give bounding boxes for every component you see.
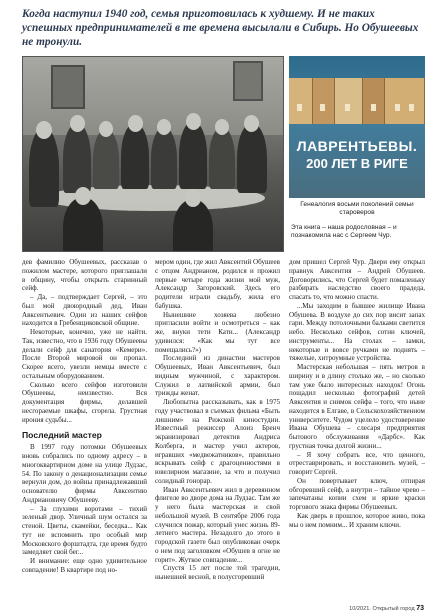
book-cover-house — [363, 78, 385, 124]
photo-face — [157, 119, 171, 135]
paragraph: Любопытна рассказывать, как в 1975 году участвовал в съемках фильма «Быть лишним» на Рижской киностудии. Известный режиссер Алоиз Бренч экранизировал детектив Андриса Колберга, и мастер учил актеров, игравших «медвежатников», правильно вскрывать сейф с драгоценностями в ювелирном магазине, за что и получил солидный гонорар. — [155, 398, 280, 485]
book-cover-window — [345, 104, 350, 111]
photo-person — [63, 197, 103, 252]
photo-face — [244, 115, 259, 132]
family-photo — [22, 56, 284, 252]
photo-person — [179, 121, 207, 189]
text-column-1 — [22, 258, 147, 575]
paragraph: Как дверь в прошлое, которое живо, пока мы о нем помним... И храним ключи. — [289, 511, 425, 529]
book-title-line2: 200 ЛЕТ В РИГЕ — [306, 156, 408, 171]
paragraph: Некоторые, конечно, уже не найти. Так, известно, что в 1936 году Обушеевы делали сейф для санатория «Кемери». После Второй мировой он пропал. Скорее всего, увезли немцы вместе с остальным оборудованием. — [22, 328, 147, 380]
book-cover-window — [371, 104, 376, 111]
book-cover-house — [385, 78, 425, 124]
paragraph: Последний из династии мастеров Обушеевых, Иван Авксентьевич, был видным мужчиной, с характером. Служил в латвийской армии, был трижды женат. — [155, 354, 280, 398]
photo-face — [70, 115, 85, 132]
book-cover-window — [395, 104, 400, 111]
book-cover-house — [335, 78, 363, 124]
photo-face — [215, 119, 229, 135]
lead-paragraph: Когда наступил 1940 год, семья приготовилась к худшему. И не таких успешных предпринимателей в те времена высылали в Сибирь. Но Обушеевых не тронули. — [22, 8, 419, 49]
paragraph: Он повертывает ключ, отпирая обгоревший сейф, а внутри – тайное чрево – запечатаны копии схем и яркие краски торгового знака фирмы Обушеевых. — [289, 476, 425, 511]
book-cover-house — [313, 78, 335, 124]
paragraph: Нынешние хозяева любезно пригласили войти и осмотреться – как же, внуки тети Кати... (Александр удивился: «Как мы тут все помещались?») — [155, 310, 280, 354]
paragraph: мером один, где жил Авксентий Обушеев с отцом Андрианом, родился и прожил первые четыре года жизни мой муж, Александр Загоровский. Здесь его родители играли свадьбу, жила его бабушка. — [155, 258, 280, 310]
paragraph: – Да, – подтверждает Сергей, – это был мой двоюродный дед, Иван Авксентьевич. Один из наших сейфов находится в Гребенщиковской общине. — [22, 293, 147, 328]
photo-person — [63, 123, 91, 193]
text-column-2 — [155, 258, 280, 582]
book-cover — [289, 56, 425, 198]
photo-person — [121, 123, 149, 189]
text-column-3 — [289, 258, 425, 529]
issue-label: 10/2021. Открытый город — [349, 606, 415, 612]
paragraph: – За глухими воротами – тихий зеленый двор. Уличный шум остался за стеной. Цветы, скамейки, беседка... Как тут не вспомнить про особый мир Московского форштадта, где время будто замедляет свой бег... — [22, 504, 147, 557]
paragraph: дев фамилию Обушеевых, рассказав о пожилом мастере, которого приглашали в общину, чтобы открыть старинный сейф. — [22, 258, 147, 293]
photo-face — [75, 187, 91, 205]
book-cover-house — [289, 78, 313, 124]
photo-face — [36, 121, 52, 139]
photo-face — [186, 113, 201, 130]
photo-person — [209, 127, 235, 189]
photo-person — [29, 127, 59, 207]
book-cover-block — [289, 56, 425, 252]
book-title-line1: ЛАВРЕНТЬЕВЫ. — [296, 138, 418, 154]
book-cover-window — [409, 104, 414, 111]
paragraph: Мастерская небольшая – пять метров в ширину и в длину столько же, – но сколько там уже было интересных находок! Огонь пощадил несколько фотографий детей Авксентия и снимок сейфа – того, что ныне находится в Елгаве, в Сельскохозяйственном университете. Чудом уцелело удостоверение Ивана Обушева – слесаря предприятия бытового обслуживания «Дарбс». Как грустная точка долгой жизни... — [289, 363, 425, 450]
photo-face — [128, 115, 143, 132]
photo-wall-frame — [233, 61, 263, 101]
photo-face — [99, 121, 113, 137]
photo-person — [151, 127, 177, 189]
book-cover-window — [297, 104, 302, 111]
paragraph: – Я хочу собрать все, что ценного, отреставрировать, и восстановить музей, – говорит Сергей. — [289, 450, 425, 476]
page-number: 73 — [416, 605, 424, 612]
photo-face — [185, 189, 201, 207]
paragraph: Иван Авксентьевич жил в деревянном флигеле во дворе дома на Лудзас. Там же у него была мастерская и свой небольшой музей. В сентябре 2006 года случился пожар, который унес жизнь 89-летнего мастера. Незадолго до этого в городской газете был опубликован очерк о нем под заголовком «Обушев в огне не горит». Жуткое совпадение... — [155, 485, 280, 564]
paragraph: И внимание: еще одно удивительное совпадение! В квартире под но- — [22, 557, 147, 574]
book-cover-window — [320, 104, 325, 111]
paragraph: В 1997 году потомки Обушеевых вновь собрались по одному адресу – в многоквартирном доме на улице Лудзас, 54. По закону о денационализации семье вернули дом, до войны принадлежавший основателю фирмы Авксентию Андриановичу Обушееву. — [22, 443, 147, 504]
paragraph: дом пришел Сергей Чур. Двери ему открыл правнук Авксентия – Андрей Обушеев. Договорились, что Сергей будет помаленьку разбирать наследство своего прадеда, спасать то, что можно спасти. — [289, 258, 425, 301]
section-heading: Последний мастер — [22, 430, 102, 441]
paragraph: Сколько всего сейфов изготовили Обушеевы, неизвестно. Вся документация фирмы, делавшей несгораемые шкафы, сгорела. Грустная ирония судьбы... — [22, 380, 147, 424]
photo-person — [93, 129, 119, 189]
book-caption: Эта книга – наша родословная – и познакомила нас с Сергеем Чур. — [291, 224, 397, 239]
photo-person — [237, 123, 267, 193]
book-subtitle: Генеалогия восьми поколений семьи староверов — [300, 201, 414, 216]
paragraph: Спустя 15 лет после той трагедии, нынешней весной, в полусгоревший — [155, 564, 280, 581]
paragraph: ...Мы заходим в бывшее жилище Ивана Обушева. В воздухе до сих пор висит запах гари. Между потолочными балками светится небо. Несколько сейфов, сотни ключей, инструменты... На столах – замки, некоторые и вовсе ручками не поднять – тяжелые, хитроумные устройства. — [289, 301, 425, 363]
book-cover-houses — [289, 78, 425, 124]
photo-wall-frame — [51, 65, 85, 109]
page-footer — [349, 605, 424, 612]
